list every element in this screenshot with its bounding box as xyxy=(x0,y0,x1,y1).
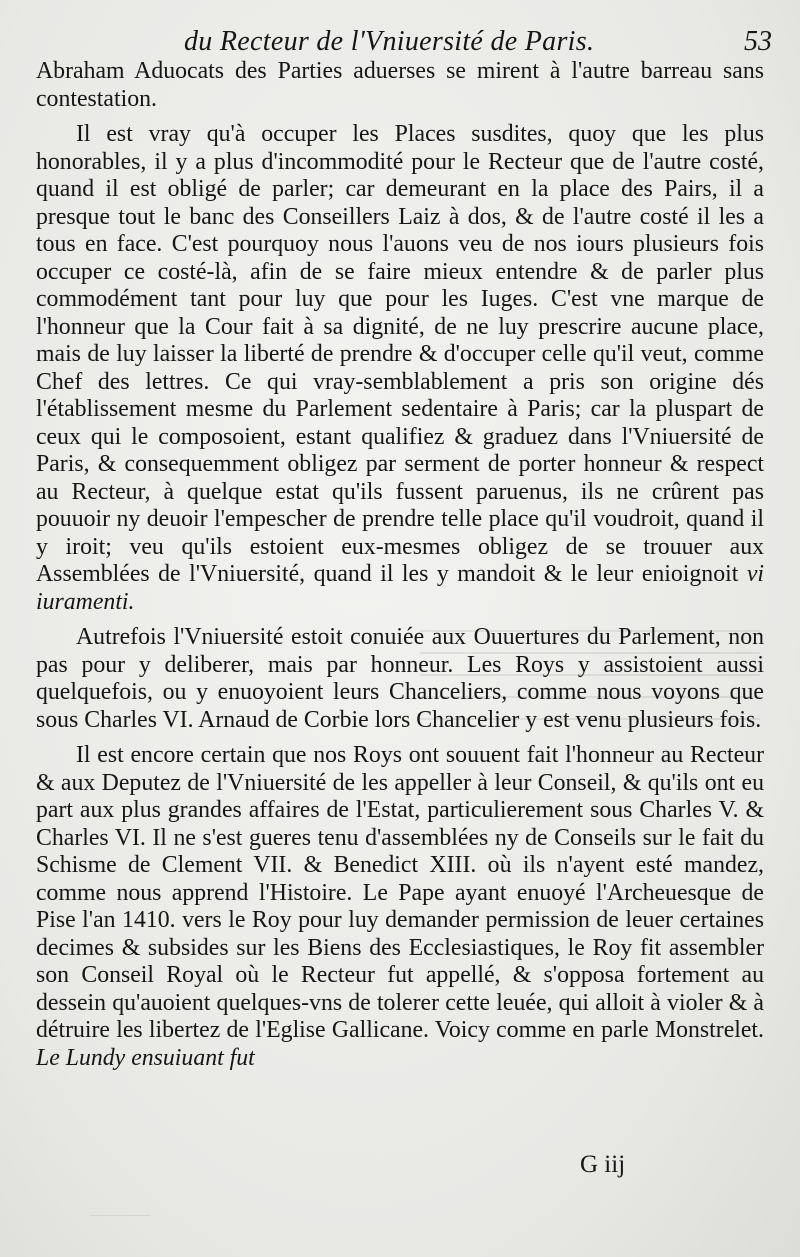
running-title: du Recteur de l'Vniuersité de Paris. xyxy=(184,26,595,57)
paragraph-1-text: Abraham Aduocats des Parties aduerses se mirent à l'autre barreau sans contestation. xyxy=(36,58,764,112)
signature-mark: G iij xyxy=(580,1151,626,1178)
paragraph-2-text: Il est vray qu'à occuper les Places susdites, quoy que les plus honorables, il y a plus d'incommodité pour le Recteur que de l'autre costé, quand il est obligé de parler; car demeurant en la place des Pairs, il a presque tout le banc des Conseillers Laiz à dos, & de l'autre costé il les a tous en face. C'est pourquoy nous l'auons veu de nos iours plusieurs fois occuper ce costé-là, afin de se faire mieux entendre & de parler plus commodément tant pour luy que pour les Iuges. C'est vne marque de l'honneur que la Cour fait à sa dignité, de ne luy prescrire aucune place, mais de luy laisser la liberté de prendre & d'occuper celle qu'il veut, comme Chef des lettres. Ce qui vray-semblablement a pris son origine dés l'établissement mesme du Parlement sedentaire à Paris; car la pluspart de ceux qui le composoient, estant qualifiez & graduez dans l'Vniuersité de Paris, & consequemment obligez par serment de porter honneur & respect au Recteur, à quelque estat qu'ils fussent paruenus, ils ne crûrent pas pouuoir ny deuoir l'empescher de prendre telle place qu'il voudroit, quand il y iroit; veu qu'ils estoient eux-mesmes obligez de se trouuer aux Assemblées de l'Vniuersité, quand il les y mandoit & le leur enioignoit xyxy=(36,121,764,587)
paragraph-4-text: Il est encore certain que nos Roys ont souuent fait l'honneur au Recteur & aux Deputez de l'Vniuersité de les appeller à leur Conseil, & qu'ils ont eu part aux plus grandes affaires de l'Estat, particulierement sous Charles V. & Charles VI. Il ne s'est gueres tenu d'assemblées ny de Conseils sur le fait du Schisme de Clement VII. & Benedict XIII. où ils n'ayent esté mandez, comme nous apprend l'Histoire. Le Pape ayant enuoyé l'Archeuesque de Pise l'an 1410. vers le Roy pour luy demander permission de leuer certaines decimes & subsides sur les Biens des Ecclesiastiques, le Roy fit assembler son Conseil Royal où le Recteur fut appellé, & s'opposa fortement au dessein qu'auoient quelques-vns de tolerer cette leuée, qui alloit à violer & à détruire les libertez de l'Eglise Gallicane. Voicy comme en parle Monstrelet. xyxy=(36,742,764,1043)
paragraph-2 xyxy=(36,121,764,616)
paragraph-3 xyxy=(36,624,764,734)
page-header xyxy=(34,26,774,58)
paragraph-1 xyxy=(36,58,764,113)
paragraph-3-text: Autrefois l'Vniuersité estoit conuiée aux Ouuertures du Parlement, non pas pour y deliberer, mais par honneur. Les Roys y assistoient aussi quelquefois, ou y enuoyoient leurs Chanceliers, comme nous voyons que sous Charles VI. Arnaud de Corbie lors Chancelier y est venu plusieurs fois. xyxy=(36,624,764,733)
paper-mark xyxy=(90,1205,150,1216)
page-number: 53 xyxy=(744,26,772,57)
paragraph-4 xyxy=(36,742,764,1072)
body-text xyxy=(36,58,764,1072)
paragraph-2-italic: vi iuramenti. xyxy=(36,561,764,615)
paragraph-4-italic: Le Lundy ensuiuant fut xyxy=(36,1044,255,1071)
